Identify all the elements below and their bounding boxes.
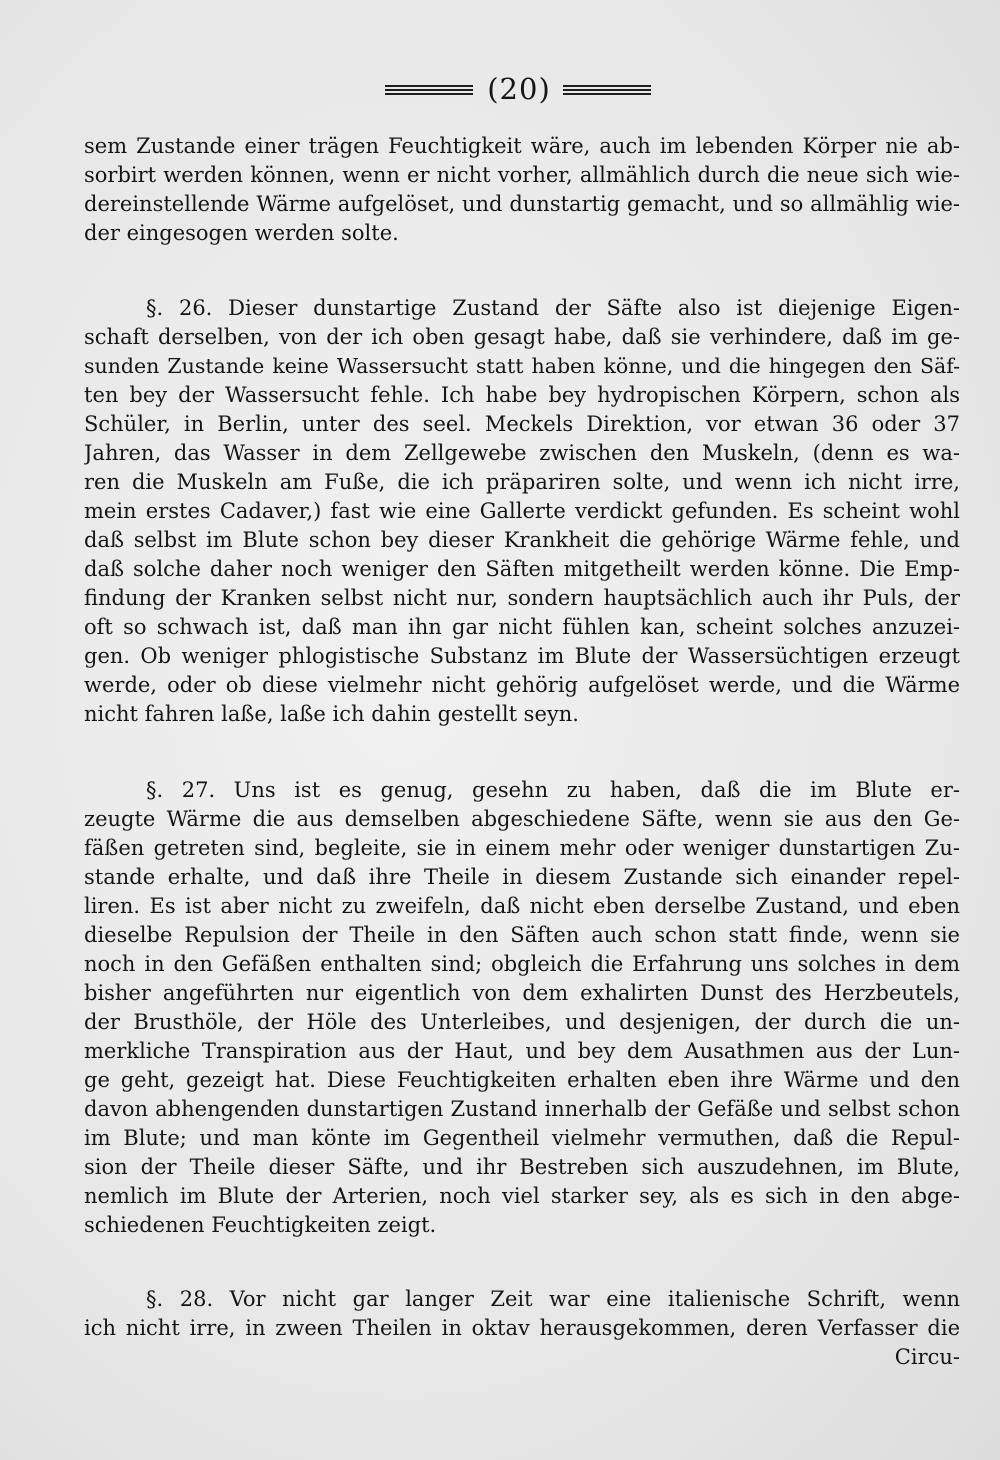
text-line: stande erhalte, und daß ihre Theile in diesem Zustande sich einander repel- [84, 865, 960, 889]
text-line: §. 27. Uns ist es genug, gesehn zu haben, daß die im Blute er- [146, 778, 960, 802]
text-line: Jahren, das Wasser in dem Zellgewebe zwischen den Muskeln, (denn es wa- [84, 441, 960, 465]
header-rule-right [563, 85, 651, 99]
text-line: daß selbst im Blute schon bey dieser Krankheit die gehörige Wärme fehle, und [84, 528, 960, 552]
text-line: liren. Es ist aber nicht zu zweifeln, daß nicht eben derselbe Zustand, und eben [84, 894, 960, 918]
text-line: ren die Muskeln am Fuße, die ich präpariren solte, und wenn ich nicht irre, [84, 470, 960, 494]
paragraph-section-27 [84, 776, 960, 1240]
page-header [385, 72, 625, 112]
text-line: dereinstellende Wärme aufgelöset, und dunstartig gemacht, und so allmählig wie- [84, 192, 960, 216]
body-text [84, 132, 960, 1372]
text-line: findung der Kranken selbst nicht nur, sondern hauptsächlich auch ihr Puls, der [84, 586, 960, 610]
text-line: Schüler, in Berlin, unter des seel. Meckels Direktion, vor etwan 36 oder 37 [84, 412, 960, 436]
text-line: mein erstes Cadaver,) fast wie eine Gallerte verdickt gefunden. Es scheint wohl [84, 499, 960, 523]
text-line: schaft derselben, von der ich oben gesagt habe, daß sie verhindere, daß im ge- [84, 325, 960, 349]
paragraph-continuation [84, 132, 960, 248]
paragraph-section-28 [84, 1285, 960, 1343]
text-line: sem Zustande einer trägen Feuchtigkeit wäre, auch im lebenden Körper nie ab- [84, 134, 960, 158]
text-line: ich nicht irre, in zween Theilen in oktav herausgekommen, deren Verfasser die [84, 1316, 960, 1340]
text-line: sion der Theile dieser Säfte, und ihr Bestreben sich auszudehnen, im Blute, [84, 1155, 960, 1179]
text-line: dieselbe Repulsion der Theile in den Säften auch schon statt finde, wenn sie [84, 923, 960, 947]
text-line: im Blute; und man könte im Gegentheil vielmehr vermuthen, daß die Repul- [84, 1126, 960, 1150]
paragraph-section-26 [84, 294, 960, 729]
text-line: sorbirt werden können, wenn er nicht vorher, allmählich durch die neue sich wie- [84, 163, 960, 187]
page-number: (20) [487, 72, 551, 106]
text-line: zeugte Wärme die aus demselben abgeschiedene Säfte, wenn sie aus den Ge- [84, 807, 960, 831]
text-line: nemlich im Blute der Arterien, noch viel starker sey, als es sich in den abge- [84, 1184, 960, 1208]
text-line: noch in den Gefäßen enthalten sind; obgleich die Erfahrung uns solches in dem [84, 952, 960, 976]
text-line: oft so schwach ist, daß man ihn gar nicht fühlen kan, scheint solches anzuzei- [84, 615, 960, 639]
catchword: Circu- [894, 1345, 960, 1369]
text-line: §. 26. Dieser dunstartige Zustand der Säfte also ist diejenige Eigen- [146, 296, 960, 320]
text-line: der Brusthöle, der Höle des Unterleibes, und desjenigen, der durch die un- [84, 1010, 960, 1034]
text-line: ten bey der Wassersucht fehle. Ich habe bey hydropischen Körpern, schon als [84, 383, 960, 407]
text-line: bisher angeführten nur eigentlich von dem exhalirten Dunst des Herzbeutels, [84, 981, 960, 1005]
text-line: der eingesogen werden solte. [84, 221, 399, 245]
text-line: davon abhengenden dunstartigen Zustand innerhalb der Gefäße und selbst schon [84, 1097, 960, 1121]
text-line: §. 28. Vor nicht gar langer Zeit war eine italienische Schrift, wenn [146, 1287, 960, 1311]
text-line: daß solche daher noch weniger den Säften mitgetheilt werden könne. Die Emp- [84, 557, 960, 581]
text-line: merkliche Transpiration aus der Haut, und bey dem Ausathmen aus der Lun- [84, 1039, 960, 1063]
text-line: fäßen getreten sind, begleite, sie in einem mehr oder weniger dunstartigen Zu- [84, 836, 960, 860]
text-line: schiedenen Feuchtigkeiten zeigt. [84, 1213, 437, 1237]
text-line: sunden Zustande keine Wassersucht statt haben könne, und die hingegen den Säf- [84, 354, 960, 378]
header-rule-left [385, 85, 473, 99]
text-line: nicht fahren laße, laße ich dahin gestellt seyn. [84, 702, 579, 726]
text-line: werde, oder ob diese vielmehr nicht gehörig aufgelöset werde, und die Wärme [84, 673, 960, 697]
text-line: gen. Ob weniger phlogistische Substanz im Blute der Wassersüchtigen erzeugt [84, 644, 960, 668]
text-line: ge geht, gezeigt hat. Diese Feuchtigkeiten erhalten eben ihre Wärme und den [84, 1068, 960, 1092]
